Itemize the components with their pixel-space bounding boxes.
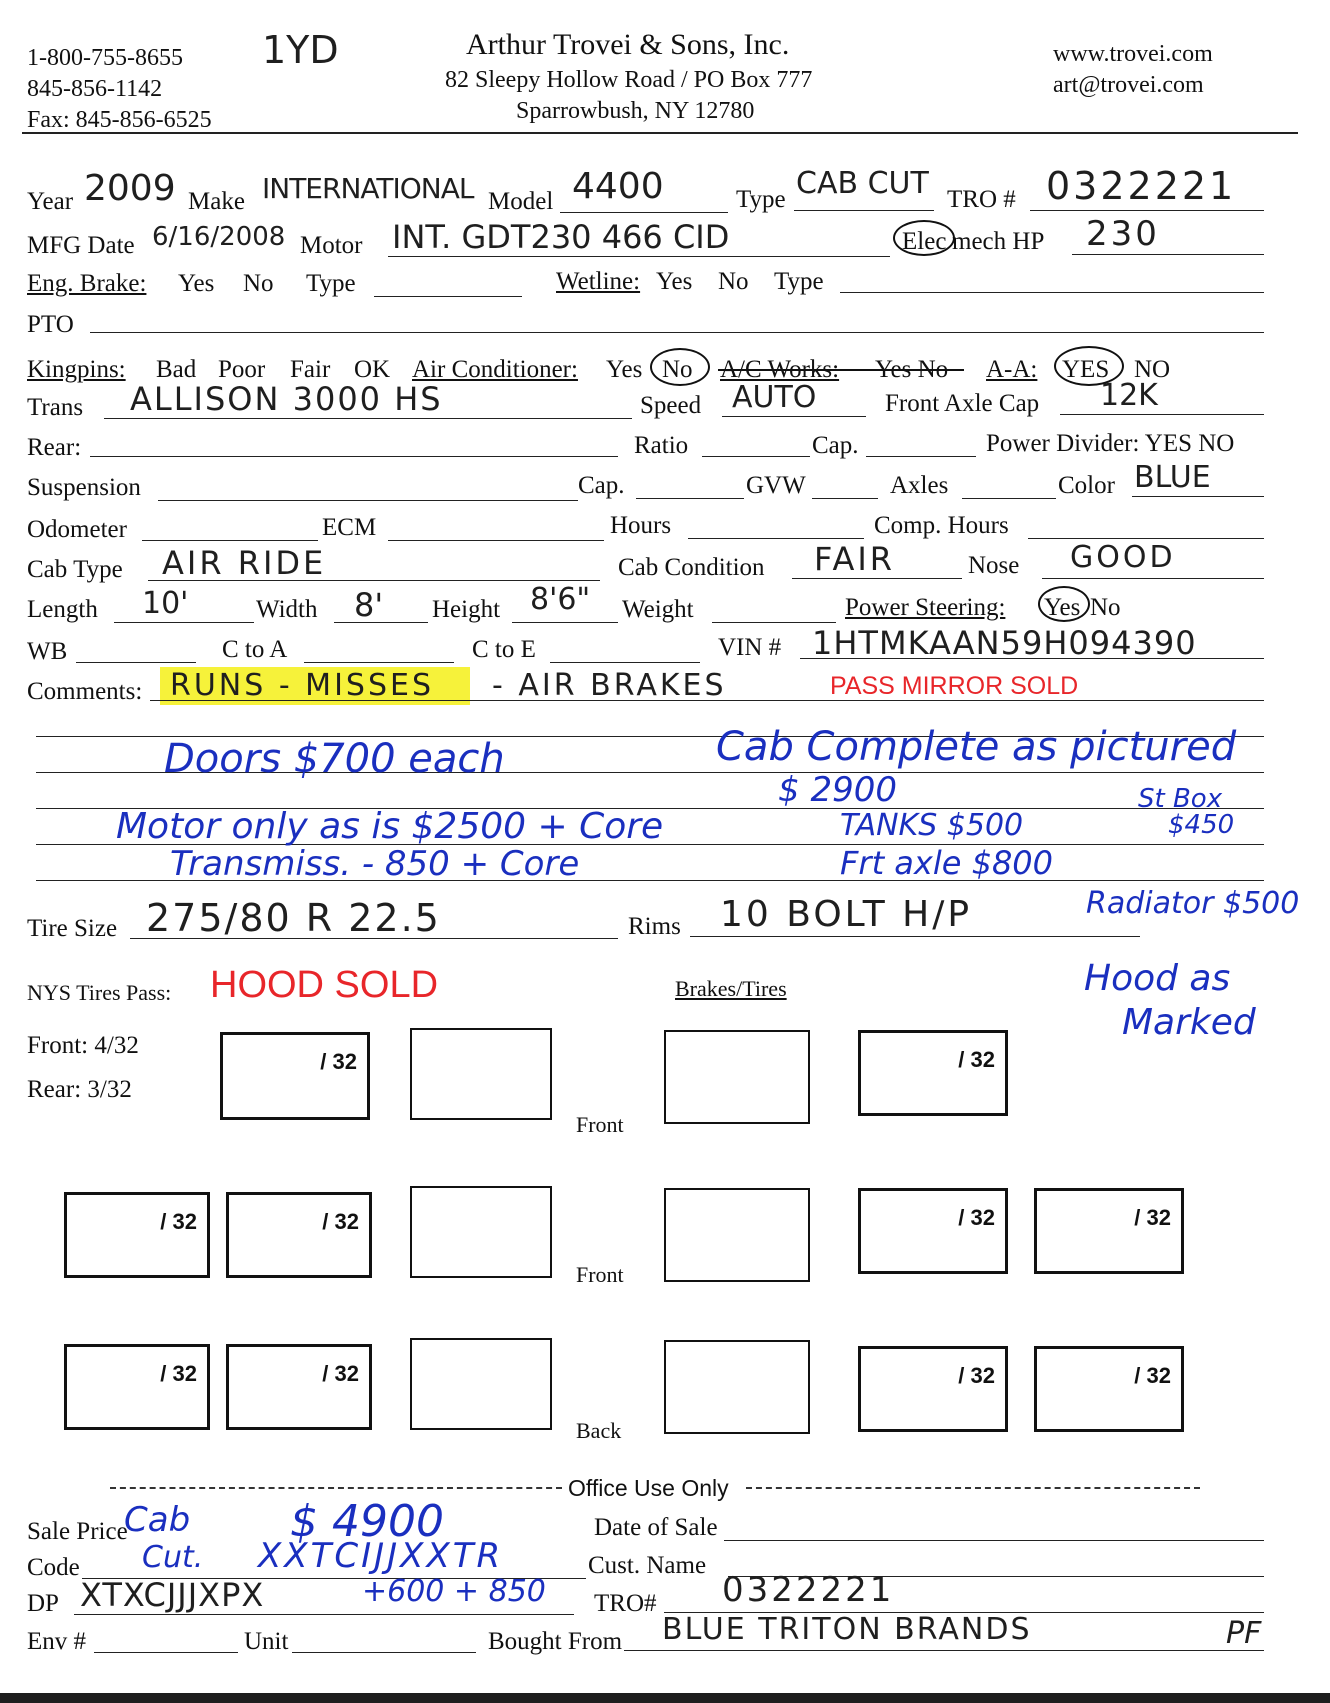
- phone-tollfree: 1-800-755-8655: [27, 45, 183, 71]
- height-label: Height: [432, 596, 501, 623]
- vin-value: 1HTMKAAN59H094390: [812, 624, 1197, 662]
- tire-box-mid-inner-right[interactable]: [858, 1188, 1008, 1274]
- susp-cap-label: Cap.: [578, 472, 625, 499]
- axles-label: Axles: [890, 472, 949, 499]
- transmission-note: Transmiss. - 850 + Core: [170, 844, 580, 884]
- tread-fraction: / 32: [1134, 1363, 1171, 1388]
- speed-value: AUTO: [732, 380, 817, 415]
- height-value: 8'6": [530, 582, 591, 617]
- tire-box-mid-inner-left[interactable]: [226, 1192, 372, 1278]
- eng-brake-type-label: Type: [306, 270, 356, 297]
- sale-price-note: $ 4900: [290, 1496, 444, 1547]
- brake-box-back-right[interactable]: [664, 1340, 810, 1434]
- brake-box-front-left[interactable]: [410, 1028, 552, 1120]
- wb-label: WB: [27, 638, 68, 665]
- ps-yes: Yes: [1044, 594, 1081, 621]
- width-value: 8': [354, 586, 384, 624]
- motor-only-note: Motor only as is $2500 + Core: [116, 806, 664, 847]
- tread-fraction: / 32: [958, 1205, 995, 1230]
- eng-brake-label: Eng. Brake:: [27, 270, 147, 297]
- ps-no: No: [1090, 594, 1121, 621]
- sale-price-label: Sale Price: [27, 1518, 128, 1545]
- wetline-type-label: Type: [774, 268, 824, 295]
- motor-value: INT. GDT230 466 CID: [392, 218, 730, 256]
- tire-size-label: Tire Size: [27, 915, 118, 942]
- tread-fraction: / 32: [322, 1209, 359, 1234]
- company-address2: Sparrowbush, NY 12780: [516, 98, 755, 124]
- fax-number: Fax: 845-856-6525: [27, 107, 212, 133]
- aa-yes: YES: [1062, 356, 1110, 383]
- air-conditioner-label: Air Conditioner:: [412, 356, 578, 383]
- odometer-label: Odometer: [27, 516, 127, 543]
- radiator-note: Radiator $500: [1086, 886, 1300, 921]
- env-label: Env #: [27, 1628, 87, 1655]
- sale-code-value: XXTCIJJXXTR: [258, 1536, 504, 1576]
- company-email[interactable]: art@trovei.com: [1053, 72, 1204, 98]
- wetline-yes: Yes: [656, 268, 693, 295]
- initials: PF: [1226, 1616, 1262, 1651]
- tread-fraction: / 32: [958, 1047, 995, 1072]
- trans-label: Trans: [27, 394, 84, 421]
- pass-mirror-sold-note: PASS MIRROR SOLD: [830, 672, 1079, 700]
- ecm-label: ECM: [322, 514, 377, 541]
- back-label: Back: [576, 1418, 622, 1443]
- length-value: 10': [142, 586, 189, 621]
- kingpins-poor: Poor: [218, 356, 266, 383]
- cab-price-note: $ 2900: [778, 770, 897, 810]
- front-axle-cap-label: Front Axle Cap: [885, 390, 1040, 417]
- wetline-no: No: [718, 268, 749, 295]
- nose-label: Nose: [968, 552, 1020, 579]
- hp-value: 230: [1086, 214, 1160, 254]
- tire-box-mid-outer-left[interactable]: [64, 1192, 210, 1278]
- ac-yes: Yes: [606, 356, 643, 383]
- hood-sold-note: HOOD SOLD: [210, 964, 439, 1006]
- tire-size-value: 275/80 R 22.5: [146, 896, 441, 940]
- tread-fraction: / 32: [320, 1049, 357, 1074]
- code-label: Code: [27, 1554, 80, 1581]
- kingpins-ok: OK: [354, 356, 391, 383]
- tread-fraction: / 32: [958, 1363, 995, 1388]
- sale-cab-note: Cab: [124, 1500, 191, 1540]
- type-value: CAB CUT: [796, 166, 929, 201]
- kingpins-label: Kingpins:: [27, 356, 126, 383]
- model-label: Model: [488, 188, 554, 215]
- mfg-date-label: MFG Date: [27, 232, 135, 259]
- front-label-1: Front: [576, 1112, 624, 1137]
- rims-value: 10 BOLT H/P: [720, 894, 973, 935]
- width-label: Width: [256, 596, 318, 623]
- c-to-a-label: C to A: [222, 636, 288, 663]
- page-bottom-edge: [0, 1693, 1330, 1703]
- tire-box-back-inner-right[interactable]: [858, 1346, 1008, 1432]
- front-axle-cap-value: 12K: [1100, 378, 1158, 413]
- suspension-label: Suspension: [27, 474, 141, 501]
- phone-local: 845-856-1142: [27, 76, 163, 102]
- nys-tires-pass-label: NYS Tires Pass:: [27, 980, 172, 1005]
- comp-hours-label: Comp. Hours: [874, 512, 1009, 539]
- year-label: Year: [27, 188, 74, 215]
- vin-label: VIN #: [718, 634, 782, 661]
- mech-hp-label: mech HP: [952, 228, 1045, 255]
- doors-note: Doors $700 each: [164, 736, 505, 782]
- unit-label: Unit: [244, 1628, 289, 1655]
- cab-condition-value: FAIR: [814, 540, 896, 578]
- front-label-2: Front: [576, 1262, 624, 1287]
- ac-no: No: [662, 356, 693, 383]
- rear-label: Rear:: [27, 434, 82, 461]
- ac-works-yesno: Yes No: [875, 356, 949, 383]
- tread-fraction: / 32: [322, 1361, 359, 1386]
- st-box-price-note: $450: [1168, 810, 1235, 840]
- type-label: Type: [736, 186, 786, 213]
- aa-label: A-A:: [986, 356, 1038, 383]
- comments-highlighted-text: RUNS - MISSES: [170, 668, 434, 703]
- date-of-sale-label: Date of Sale: [594, 1514, 718, 1541]
- tro-value: 0322221: [1046, 164, 1237, 208]
- tro2-label: TRO#: [594, 1590, 657, 1617]
- cust-name-label: Cust. Name: [588, 1552, 707, 1579]
- kingpins-fair: Fair: [290, 356, 331, 383]
- nose-value: GOOD: [1070, 540, 1176, 575]
- bought-from-label: Bought From: [488, 1628, 623, 1655]
- office-divider-left: [110, 1487, 562, 1489]
- pto-label: PTO: [27, 311, 74, 338]
- dp-label: DP: [27, 1590, 59, 1617]
- brake-box-front-right[interactable]: [664, 1030, 810, 1124]
- aa-no: NO: [1134, 356, 1171, 383]
- tire-box-back-inner-left[interactable]: [226, 1344, 372, 1430]
- sale-cut-note: Cut.: [142, 1540, 204, 1575]
- dp-value: XTXCJJJXPX: [80, 1576, 265, 1614]
- hood-marked-note: Hood as: [1084, 958, 1231, 999]
- cab-condition-label: Cab Condition: [618, 554, 765, 581]
- color-value: BLUE: [1134, 460, 1211, 495]
- tanks-note: TANKS $500: [840, 808, 1024, 843]
- power-steering-label: Power Steering:: [845, 594, 1006, 621]
- power-divider-label: Power Divider: YES NO: [986, 430, 1235, 457]
- brake-box-mid-left[interactable]: [410, 1186, 552, 1278]
- motor-label: Motor: [300, 232, 363, 259]
- rims-label: Rims: [628, 913, 681, 940]
- brake-box-back-left[interactable]: [410, 1338, 552, 1430]
- eng-brake-yes: Yes: [178, 270, 215, 297]
- tro2-value: 0322221: [722, 1570, 895, 1610]
- frt-axle-note: Frt axle $800: [840, 844, 1054, 882]
- mfg-date-value: 6/16/2008: [152, 222, 286, 252]
- cab-complete-note: Cab Complete as pictured: [716, 724, 1237, 770]
- tread-fraction: / 32: [160, 1209, 197, 1234]
- front-tread-label: Front: 4/32: [27, 1032, 139, 1059]
- model-value: 4400: [572, 166, 664, 207]
- tread-fraction: / 32: [1134, 1205, 1171, 1230]
- cap-label: Cap.: [812, 432, 859, 459]
- tire-box-front-left[interactable]: [220, 1032, 370, 1120]
- company-website[interactable]: www.trovei.com: [1053, 41, 1213, 67]
- cab-type-value: AIR RIDE: [162, 544, 327, 582]
- company-address1: 82 Sleepy Hollow Road / PO Box 777: [445, 67, 813, 93]
- st-box-note: St Box: [1138, 784, 1223, 814]
- make-label: Make: [188, 188, 245, 215]
- comments-text: - AIR BRAKES: [492, 668, 727, 703]
- tire-box-back-outer-left[interactable]: [64, 1344, 210, 1430]
- rear-tread-label: Rear: 3/32: [27, 1076, 132, 1103]
- wetline-label: Wetline:: [556, 268, 641, 295]
- tread-fraction: / 32: [160, 1361, 197, 1386]
- office-use-only-label: Office Use Only: [568, 1475, 729, 1501]
- speed-label: Speed: [640, 392, 702, 419]
- tire-box-front-right[interactable]: [858, 1030, 1008, 1116]
- yard-code: 1YD: [262, 28, 339, 72]
- company-name: Arthur Trovei & Sons, Inc.: [466, 28, 790, 61]
- tire-box-back-outer-right[interactable]: [1034, 1346, 1184, 1432]
- eng-brake-no: No: [243, 270, 274, 297]
- make-value: INTERNATIONAL: [262, 172, 474, 205]
- trans-value: ALLISON 3000 HS: [130, 380, 443, 418]
- ac-works-label: A/C Works:: [720, 356, 840, 383]
- dp-extra-note: +600 + 850: [362, 1574, 546, 1609]
- tire-box-mid-outer-right[interactable]: [1034, 1188, 1184, 1274]
- year-value: 2009: [84, 168, 176, 209]
- brake-box-mid-right[interactable]: [664, 1188, 810, 1282]
- color-label: Color: [1058, 472, 1115, 499]
- comments-label: Comments:: [27, 678, 143, 705]
- tro-label: TRO #: [947, 186, 1016, 213]
- ratio-label: Ratio: [634, 432, 689, 459]
- gvw-label: GVW: [746, 472, 806, 499]
- office-divider-right: [746, 1487, 1200, 1489]
- c-to-e-label: C to E: [472, 636, 536, 663]
- header-divider: [22, 132, 1298, 134]
- brakes-tires-label: Brakes/Tires: [675, 976, 787, 1001]
- hood-marked-note-2: Marked: [1122, 1002, 1256, 1043]
- length-label: Length: [27, 596, 98, 623]
- weight-label: Weight: [622, 596, 694, 623]
- cab-type-label: Cab Type: [27, 556, 123, 583]
- kingpins-bad: Bad: [156, 356, 197, 383]
- hours-label: Hours: [610, 512, 672, 539]
- elec-label: Elec: [902, 228, 947, 255]
- ac-works-strike: [718, 369, 964, 371]
- bought-from-value: BLUE TRITON BRANDS: [662, 1612, 1032, 1647]
